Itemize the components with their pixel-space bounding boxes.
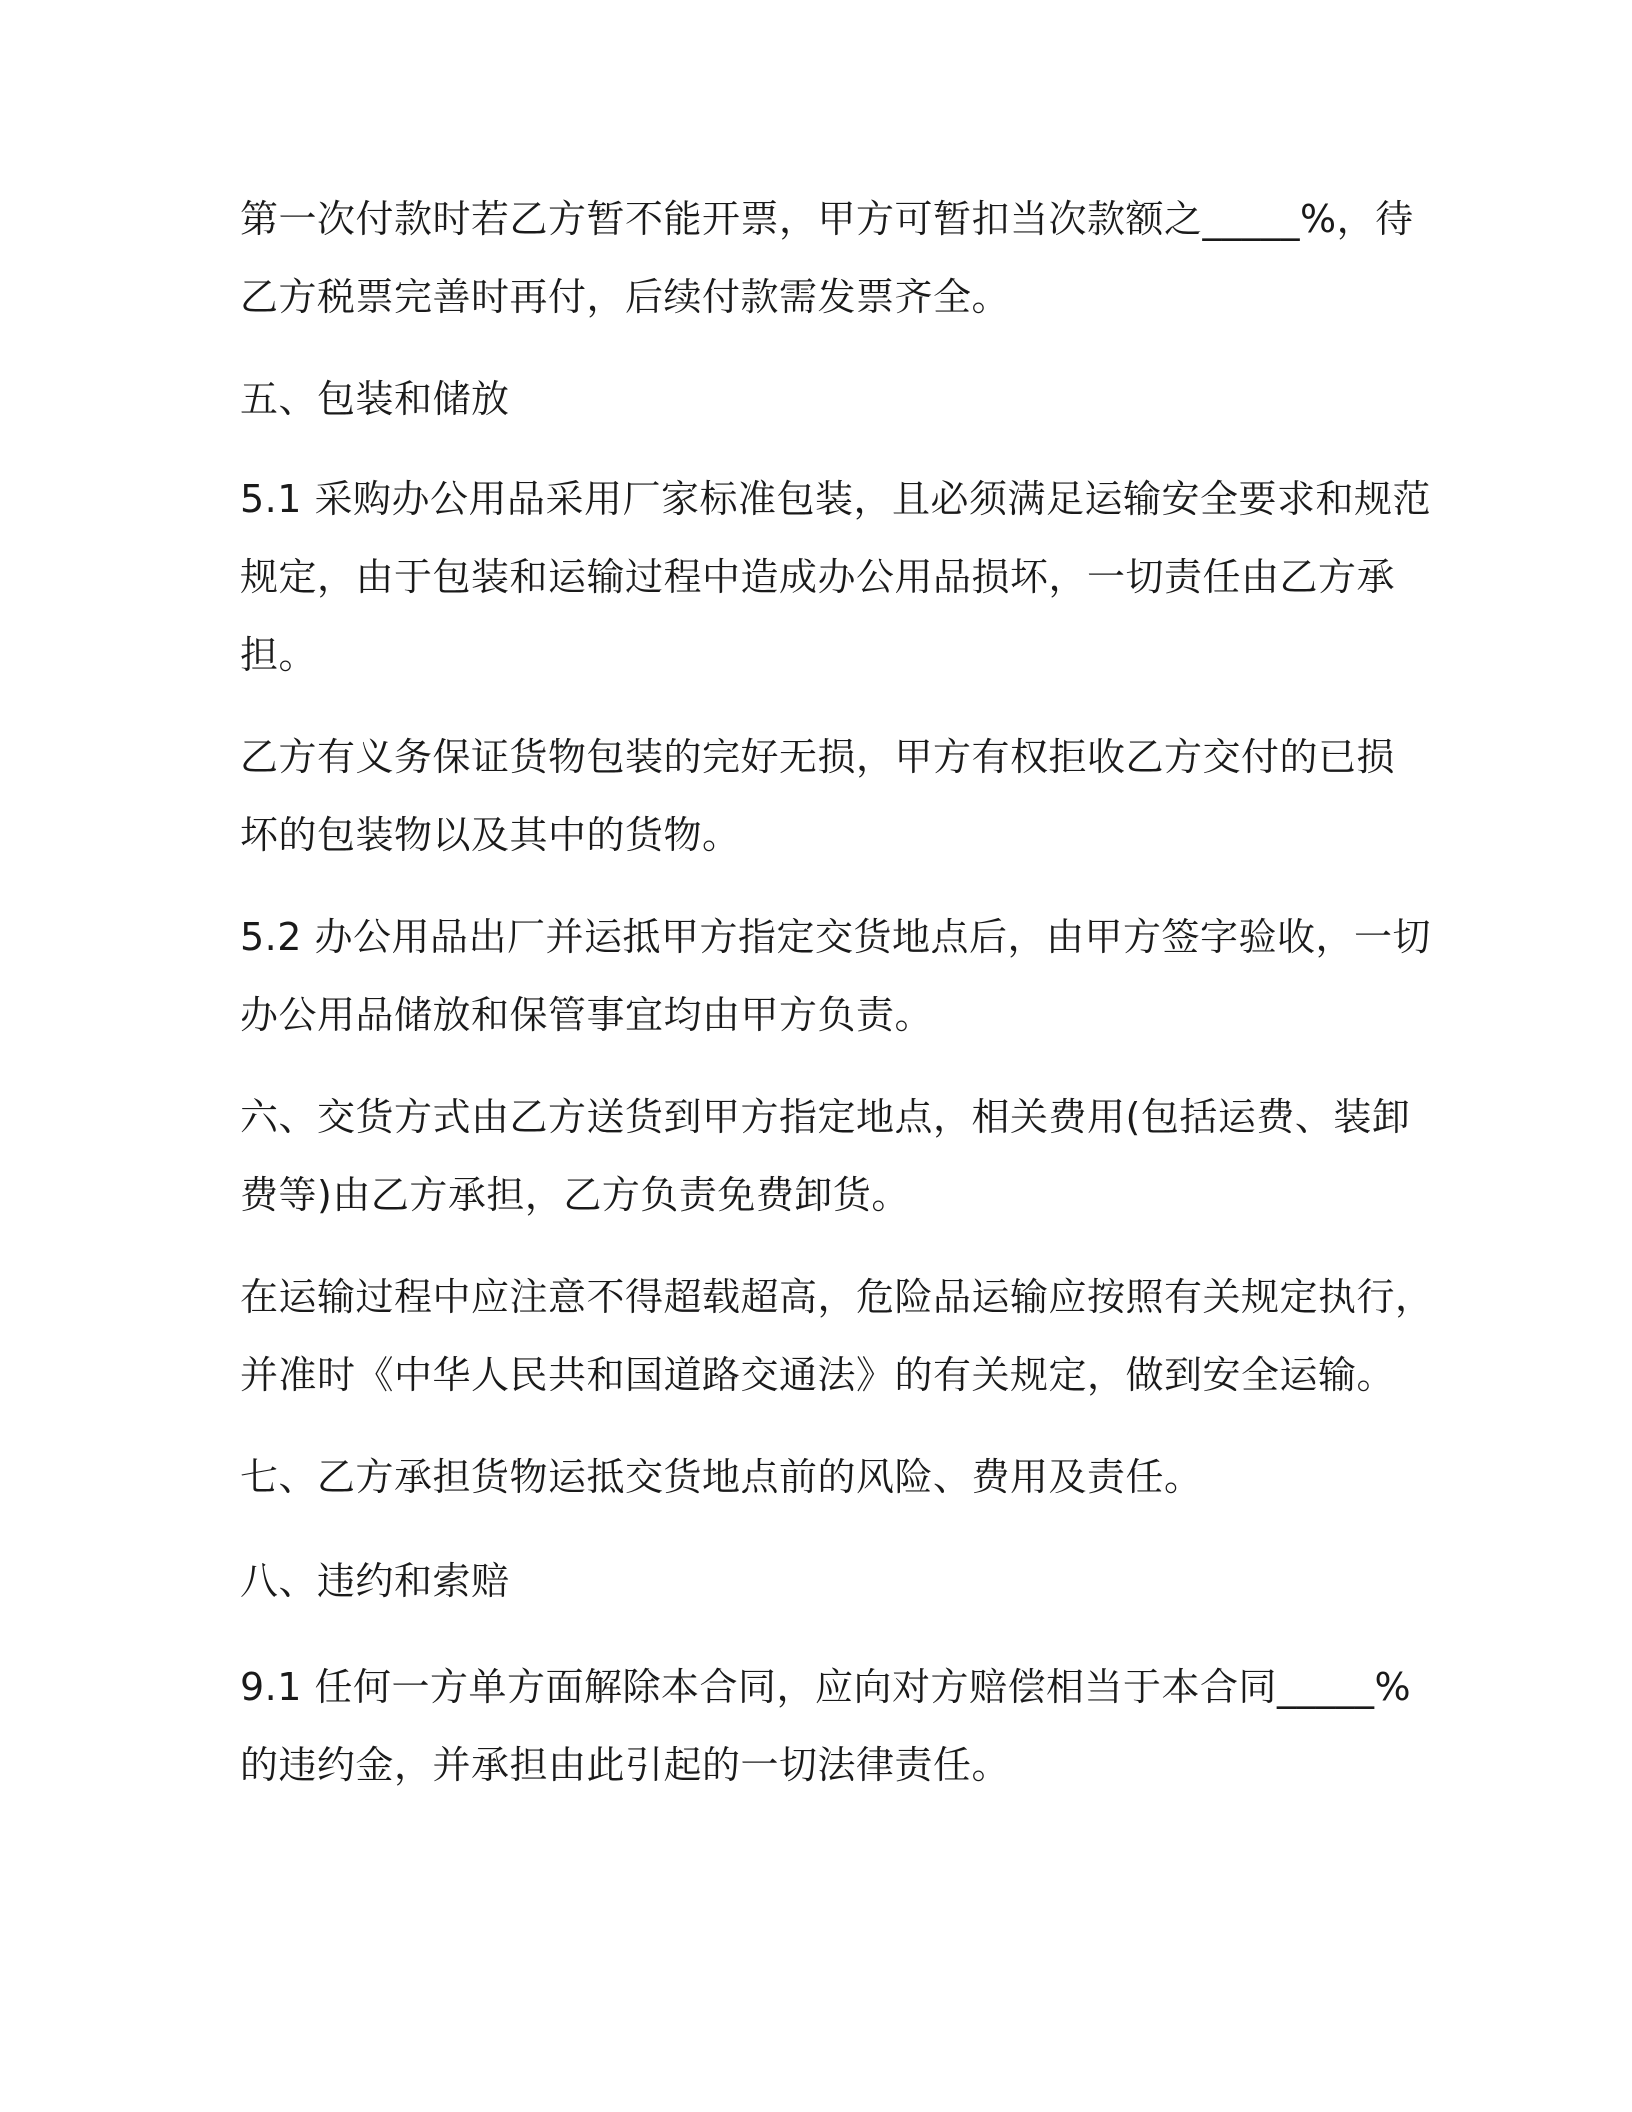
text-line: 乙方有义务保证货物包装的完好无损，甲方有权拒收乙方交付的已损: [240, 735, 1396, 779]
text-line: 七、乙方承担货物运抵交货地点前的风险、费用及责任。: [240, 1455, 1203, 1499]
text-line: 5.1 采购办公用品采用厂家标准包装，且必须满足运输安全要求和规范: [240, 477, 1432, 521]
paragraph-packaging-obligation: [240, 718, 1395, 874]
text-line: 五、包装和储放: [240, 377, 510, 421]
text-line: 费等)由乙方承担，乙方负责免费卸货。: [240, 1173, 910, 1217]
text-line: 的违约金，并承担由此引起的一切法律责任。: [240, 1743, 1011, 1787]
text-line: 办公用品储放和保管事宜均由甲方负责。: [240, 993, 934, 1037]
section-delivery-method: [240, 1078, 1410, 1234]
text-line: 9.1 任何一方单方面解除本合同，应向对方赔偿相当于本合同_____%: [240, 1665, 1412, 1709]
paragraph-5-2: [240, 898, 1431, 1054]
text-line: 担。: [240, 633, 318, 677]
paragraph-5-1: [240, 460, 1431, 694]
text-line: 5.2 办公用品出厂并运抵甲方指定交货地点后，由甲方签字验收，一切: [240, 915, 1432, 959]
text-line: 在运输过程中应注意不得超载超高，危险品运输应按照有关规定执行，: [240, 1275, 1434, 1319]
text-line: 规定，由于包装和运输过程中造成办公用品损坏，一切责任由乙方承: [240, 555, 1396, 599]
text-line: 六、交货方式由乙方送货到甲方指定地点，相关费用(包括运费、装卸: [240, 1095, 1411, 1139]
text-line: 乙方税票完善时再付，后续付款需发票齐全。: [240, 275, 1011, 319]
section-heading-breach: [240, 1542, 510, 1620]
text-line: 八、违约和索赔: [240, 1559, 510, 1603]
text-line: 并准时《中华人民共和国道路交通法》的有关规定，做到安全运输。: [240, 1353, 1396, 1397]
paragraph-payment-invoice: [240, 180, 1414, 336]
section-heading-packaging: [240, 360, 510, 438]
text-line: 坏的包装物以及其中的货物。: [240, 813, 741, 857]
section-risk-responsibility: [240, 1438, 1203, 1516]
paragraph-9-1: [240, 1648, 1411, 1804]
text-line: 第一次付款时若乙方暂不能开票，甲方可暂扣当次款额之_____%，待: [240, 197, 1414, 241]
paragraph-transport-safety: [240, 1258, 1434, 1414]
